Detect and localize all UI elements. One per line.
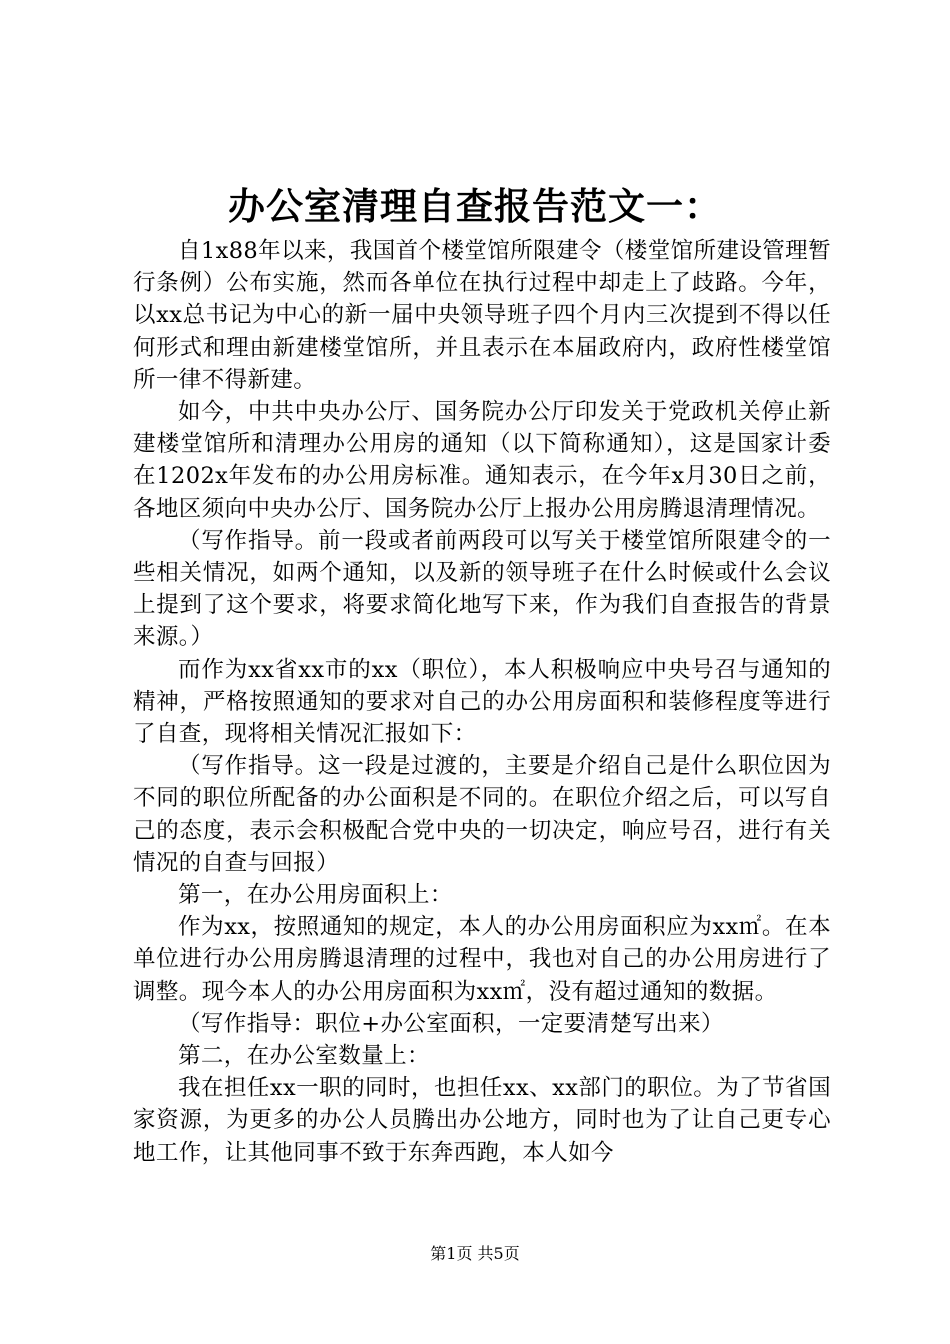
paragraph-transition: 而作为xx省xx市的xx（职位），本人积极响应中央号召与通知的精神，严格按照通知的要求对自己的办公用房面积和装修程度等进行了自查，现将相关情况汇报如下： <box>133 656 831 748</box>
paragraph-writing-guide-3: （写作指导：职位+办公室面积，一定要清楚写出来） <box>178 1010 724 1037</box>
document-body <box>133 235 831 1169</box>
section-heading-office-count: 第二，在办公室数量上： <box>178 1043 430 1070</box>
page-number-footer: 第1页 共5页 <box>430 1244 520 1263</box>
paragraph-background-1: 自1x88年以来，我国首个楼堂馆所限建令（楼堂馆所建设管理暂行条例）公布实施，然而各单位在执行过程中却走上了歧路。今年，以xx总书记为中心的新一届中央领导班子四个月内三次提到不得以任何形式和理由新建楼堂馆所，并且表示在本届政府内，政府性楼堂馆所一律不得新建。 <box>133 238 831 393</box>
paragraph-office-count: 我在担任xx一职的同时，也担任xx、xx部门的职位。为了节省国家资源，为更多的办公人员腾出办公地方，同时也为了让自己更专心地工作，让其他同事不致于东奔西跑，本人如今 <box>133 1075 831 1166</box>
section-heading-office-area: 第一，在办公用房面积上： <box>178 882 453 909</box>
paragraph-writing-guide-2: （写作指导。这一段是过渡的，主要是介绍自己是什么职位因为不同的职位所配备的办公面积是不同的。在职位介绍之后，可以写自己的态度，表示会积极配合党中央的一切决定，响应号召，进行有关情况的自查与回报） <box>133 753 831 876</box>
document-title: 办公室清理自查报告范文一： <box>228 185 722 228</box>
paragraph-background-2: 如今，中共中央办公厅、国务院办公厅印发关于党政机关停止新建楼堂馆所和清理办公用房的通知（以下简称通知），这是国家计委在1202x年发布的办公用房标准。通知表示，在今年x月30日之前，各地区须向中央办公厅、国务院办公厅上报办公用房腾退清理情况。 <box>133 399 831 522</box>
paragraph-office-area: 作为xx，按照通知的规定，本人的办公用房面积应为xx㎡。在本单位进行办公用房腾退清理的过程中，我也对自己的办公用房进行了调整。现今本人的办公用房面积为xx㎡，没有超过通知的数据。 <box>133 914 831 1005</box>
paragraph-writing-guide-1: （写作指导。前一段或者前两段可以写关于楼堂馆所限建令的一些相关情况，如两个通知，以及新的领导班子在什么时候或什么会议上提到了这个要求，将要求简化地写下来，作为我们自查报告的背景来源。） <box>133 527 831 651</box>
